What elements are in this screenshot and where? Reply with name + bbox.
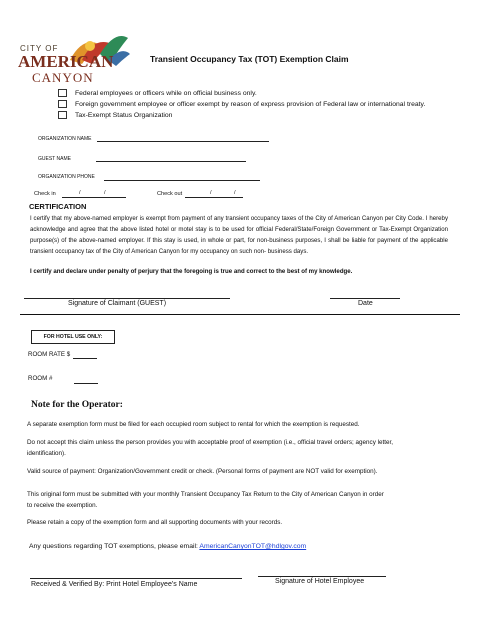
logo-text-american: AMERICAN [18,52,114,71]
note-paragraph: Do not accept this claim unless the person provides you with acceptable proof of exemption (i.e., official travel orders; agency letter, identification). [27,439,393,457]
logo-text-city: CITY OF [20,44,59,53]
hotel-use-box: FOR HOTEL USE ONLY: [31,330,115,344]
date-separator: / [234,190,236,196]
section-divider [20,314,460,315]
claimant-signature-line[interactable] [24,298,230,299]
check-in-field[interactable] [62,197,126,198]
checkbox[interactable] [58,89,67,97]
checkbox-label: Federal employees or officers while on official business only. [75,89,257,97]
room-rate-label: ROOM RATE $ [28,351,71,358]
date-line[interactable] [330,298,400,299]
checkbox-row-foreign[interactable] [58,100,425,108]
guest-name-field[interactable] [96,161,246,162]
form-title: Transient Occupancy Tax (TOT) Exemption Claim [150,54,349,64]
note-paragraph: to receive the exemption. [27,502,98,509]
room-rate-field[interactable] [73,358,97,359]
organization-name-label: ORGANIZATION NAME [38,136,92,142]
received-verified-label: Received & Verified By: Print Hotel Employee’s Name [31,581,198,588]
employee-signature-line[interactable] [258,576,386,577]
guest-name-label: GUEST NAME [38,156,71,162]
check-out-field[interactable] [185,197,243,198]
check-out-label: Check out [157,191,183,197]
note-paragraph: This original form must be submitted with your monthly Transient Occupancy Tax Return to the City of American Canyon in order [27,491,384,498]
checkbox-row-taxexempt[interactable] [58,111,172,119]
organization-phone-label: ORGANIZATION PHONE [38,174,95,180]
logo-text-canyon: CANYON [32,70,94,85]
note-paragraph: A separate exemption form must be filed for each occupied room subject to rental for which the exemption is requested. [27,421,360,428]
checkbox[interactable] [58,100,67,108]
employee-name-line[interactable] [30,578,242,579]
checkbox-label: Foreign government employee or officer exempt by reason of express provision of Federal law or international treaty. [75,100,426,108]
date-separator: / [104,190,106,196]
contact-email-link[interactable]: AmericanCanyonTOT@hdlgov.com [199,543,307,550]
date-separator: / [79,190,81,196]
checkbox-row-federal[interactable] [58,89,257,97]
organization-name-field[interactable] [97,141,269,142]
checkbox-label: Tax-Exempt Status Organization [75,111,173,119]
room-number-label: ROOM # [28,375,53,382]
city-logo [18,30,130,86]
certification-text: I certify that my above-named employer is exempt from payment of any transient occupancy taxes of the City of American Canyon per City Code. I hereby acknowledge and agree that the above listed hotel or motel stay is to be used for official Federal/State/Foreign Government or Tax-Exempt Organization purpose(s) of the above-named employer. If this stay is used, in whole or part, for non-business purposes, I shall be liable for payment of the applicable transient occupancy tax of the City of American Canyon for my occupancy on such non- business days. [30,215,448,255]
certification-heading: CERTIFICATION [29,202,87,211]
certification-declaration: I certify and declare under penalty of perjury that the foregoing is true and correct to the best of my knowledge. [30,268,353,275]
date-label: Date [358,300,373,307]
date-separator: / [210,190,212,196]
room-number-field[interactable] [74,383,98,384]
contact-line [29,541,449,552]
note-paragraph: Valid source of payment: Organization/Government credit or check. (Personal forms of payment are NOT valid for exemption). [27,468,378,475]
organization-phone-field[interactable] [104,180,260,181]
note-heading: Note for the Operator: [31,400,123,410]
note-paragraph: Please retain a copy of the exemption form and all supporting documents with your records. [27,519,283,526]
contact-text: Any questions regarding TOT exemptions, please email: [29,543,198,550]
claimant-signature-label: Signature of Claimant (GUEST) [68,300,167,307]
check-in-label: Check in [34,191,56,197]
hotel-employee-signature-label: Signature of Hotel Employee [275,578,365,585]
checkbox[interactable] [58,111,67,119]
